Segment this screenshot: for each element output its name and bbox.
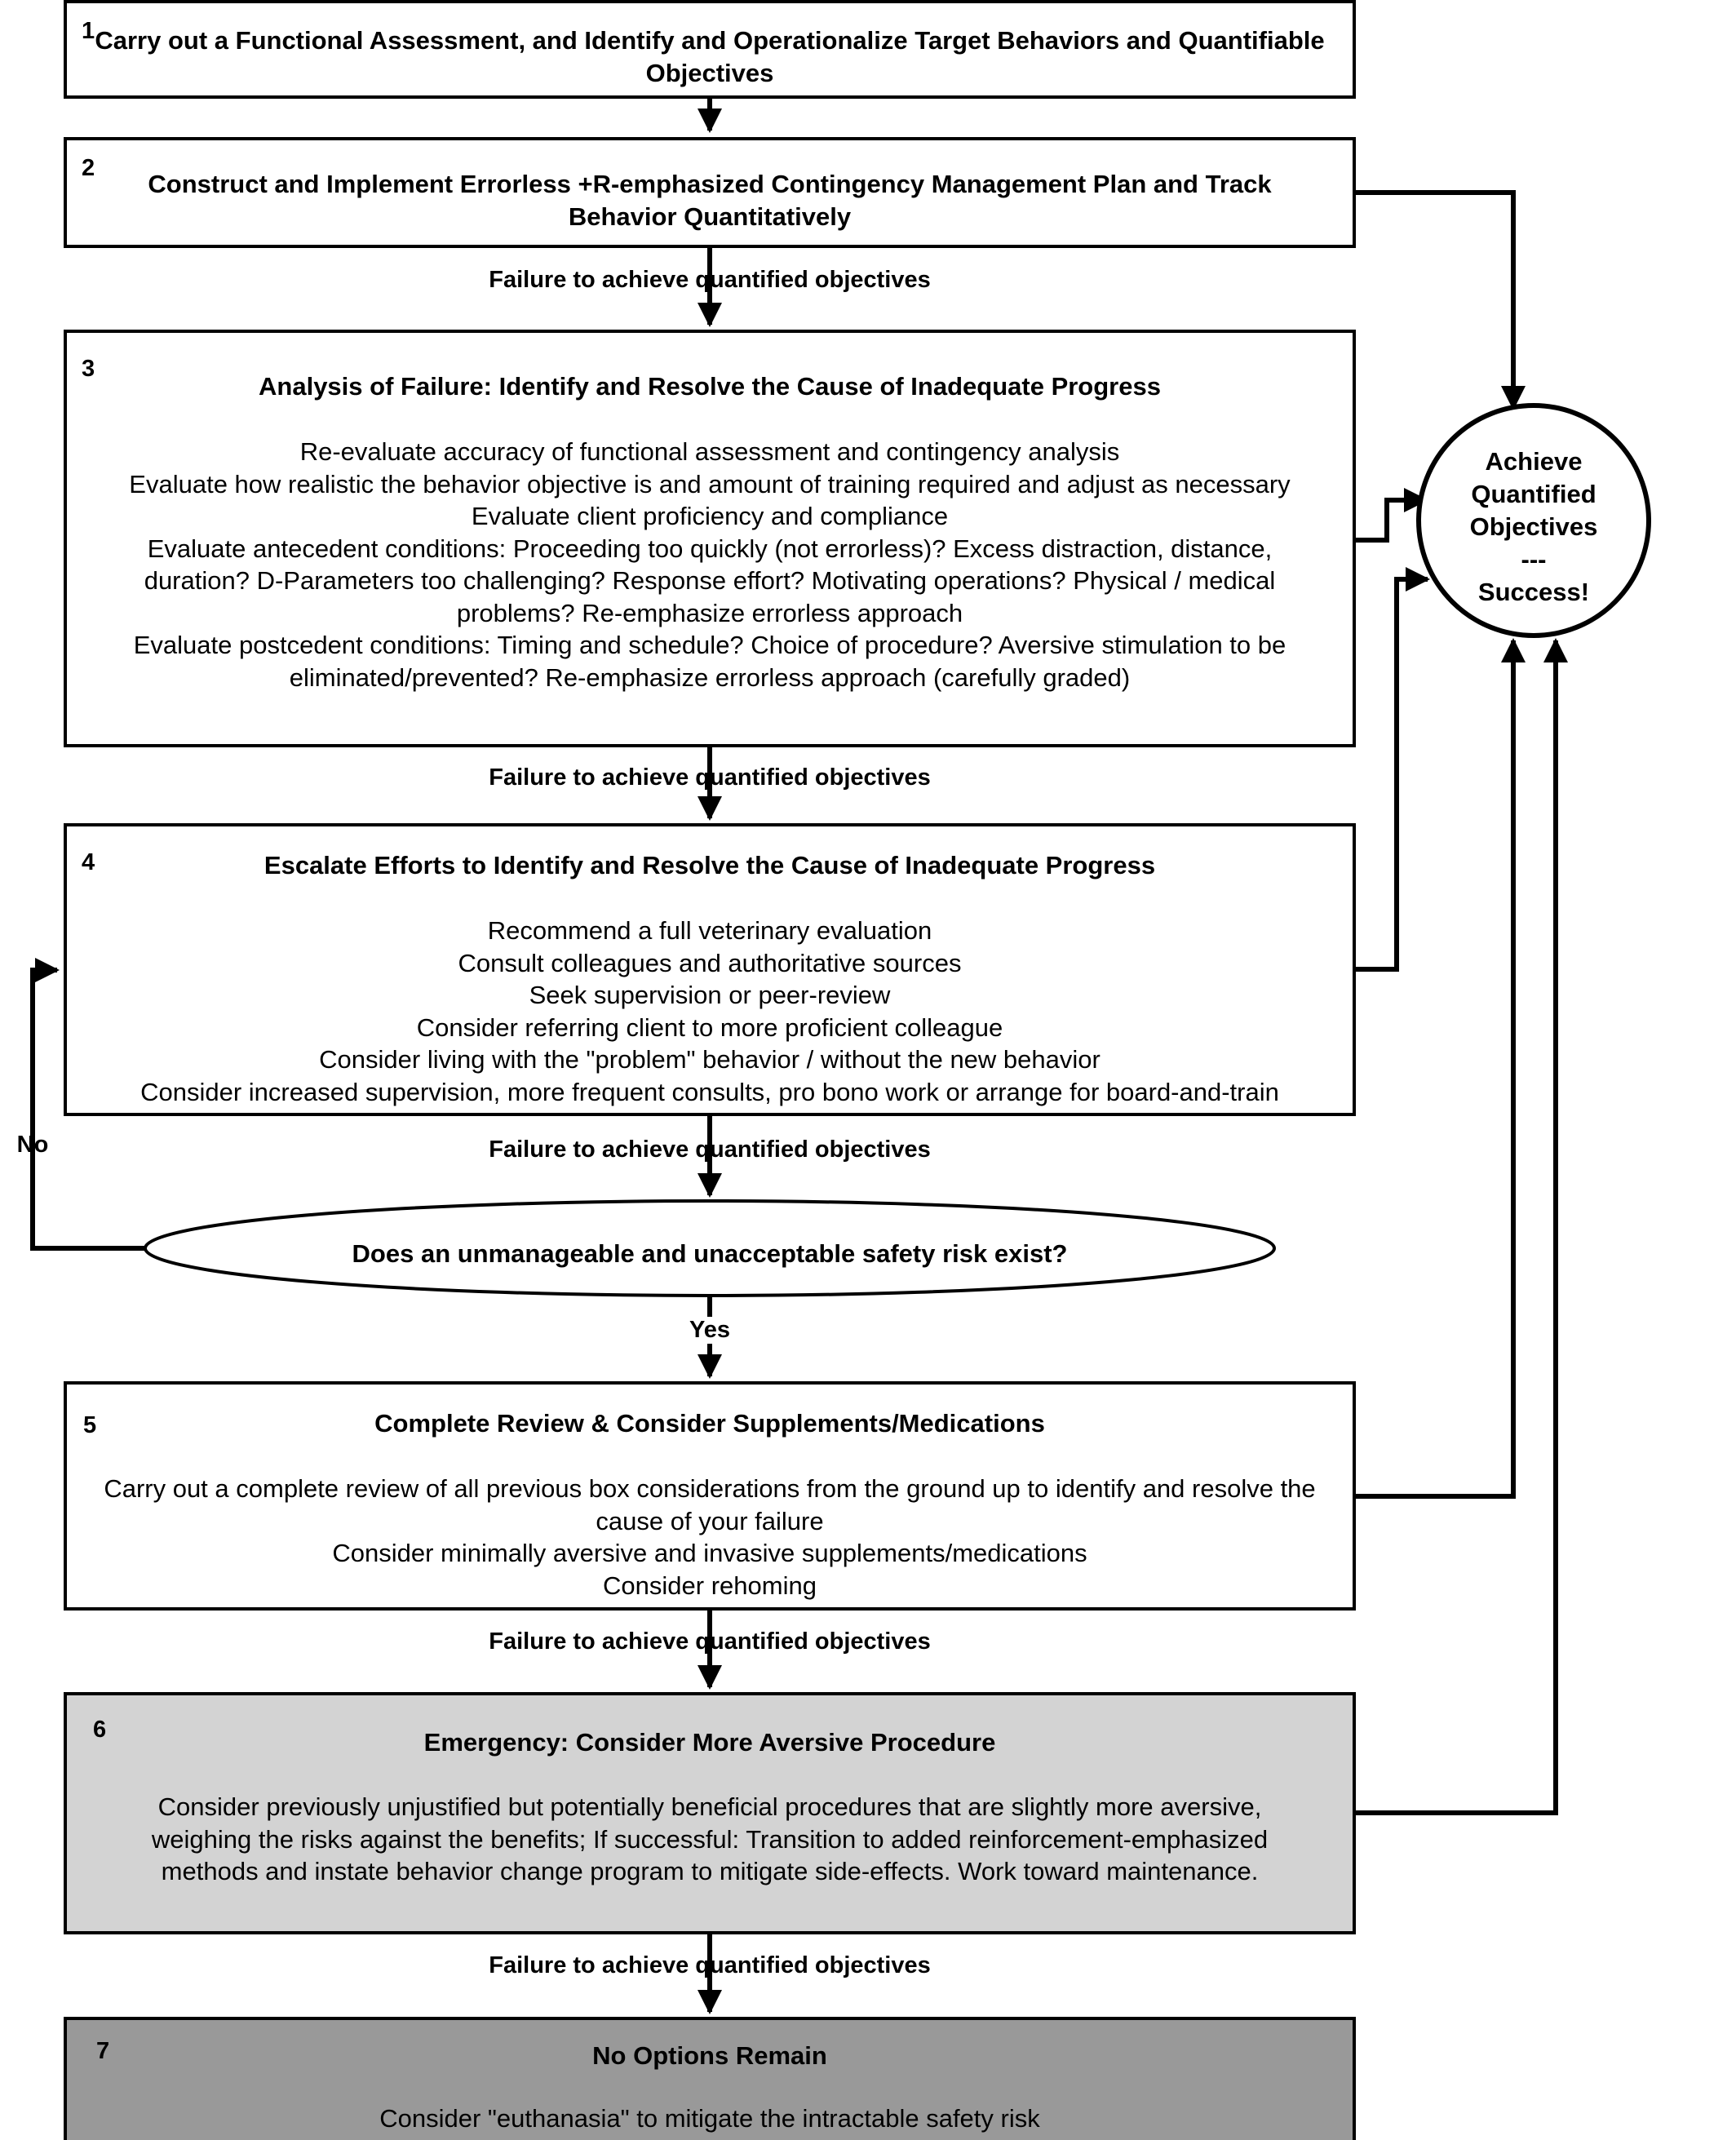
step-number: 1 bbox=[82, 18, 95, 44]
step-title: Analysis of Failure: Identify and Resolve the Cause of Inadequate Progress bbox=[259, 372, 1161, 401]
detail-line: Consider previously unjustified but potentially beneficial procedures that are slightly more aversive, weighing the risks against the benefits; If successful: Transition to added reinforcement-emphasized methods and instate behavior change program to mitigate side-effects. Work toward maintenance. bbox=[151, 1792, 1269, 1885]
step-details bbox=[91, 1473, 1328, 1602]
step-box-1 bbox=[64, 0, 1356, 99]
failure-label-3: Failure to achieve quantified objectives bbox=[489, 764, 931, 791]
detail-line: Recommend a full veterinary evaluation bbox=[487, 916, 932, 945]
failure-label-4: Failure to achieve quantified objectives bbox=[489, 1136, 931, 1163]
step-title: Escalate Efforts to Identify and Resolve the Cause of Inadequate Progress bbox=[264, 851, 1156, 879]
decision-yes-label: Yes bbox=[677, 1317, 742, 1344]
detail-line: Consider rehoming bbox=[603, 1571, 817, 1600]
failure-label-6: Failure to achieve quantified objectives bbox=[489, 1952, 931, 1978]
arrow-3-to-success bbox=[1356, 500, 1426, 540]
success-line: Success! bbox=[1477, 578, 1590, 606]
step-number: 7 bbox=[96, 2038, 110, 2064]
arrow-5-to-success bbox=[1356, 640, 1513, 1496]
step-details bbox=[124, 1791, 1295, 1888]
step-number: 5 bbox=[83, 1412, 97, 1438]
failure-label-2: Failure to achieve quantified objectives bbox=[489, 267, 931, 293]
step-details bbox=[91, 915, 1328, 1108]
step-title: Complete Review & Consider Supplements/Medications bbox=[374, 1409, 1045, 1438]
arrow-2-to-success bbox=[1356, 193, 1513, 408]
success-line: Objectives bbox=[1469, 512, 1598, 541]
arrow-6-to-success bbox=[1356, 640, 1556, 1813]
step-title: Carry out a Functional Assessment, and Identify and Operationalize Target Behaviors and Quantifiable Objectives bbox=[95, 26, 1325, 87]
decision-no-label: No bbox=[16, 1132, 49, 1158]
detail-line: Consider minimally aversive and invasive supplements/medications bbox=[332, 1539, 1087, 1567]
detail-line: Consider increased supervision, more frequent consults, pro bono work or arrange for board-and-train bbox=[140, 1077, 1279, 1106]
step-box-3 bbox=[64, 330, 1356, 747]
step-box-2 bbox=[64, 137, 1356, 248]
step-box-6 bbox=[64, 1692, 1356, 1934]
detail-line: Re-evaluate accuracy of functional assessment and contingency analysis bbox=[299, 437, 1120, 466]
detail-line: Evaluate antecedent conditions: Proceeding too quickly (not errorless)? Excess distraction, distance, duration? D-Parameters too challenging? Response effort? Motivating operations? Physical / medical problems? Re-emphasize errorless approach bbox=[144, 534, 1276, 627]
step-box-7 bbox=[64, 2017, 1356, 2140]
step-details bbox=[91, 2102, 1328, 2135]
detail-line: Carry out a complete review of all previous box considerations from the ground up to identify and resolve the cause of your failure bbox=[104, 1474, 1316, 1535]
step-title: No Options Remain bbox=[592, 2041, 827, 2070]
step-details bbox=[96, 436, 1323, 693]
detail-line: Consider living with the "problem" behavior / without the new behavior bbox=[319, 1045, 1100, 1074]
success-line: Quantified bbox=[1471, 480, 1596, 508]
step-box-5 bbox=[64, 1381, 1356, 1611]
detail-line: Seek supervision or peer-review bbox=[529, 981, 891, 1009]
step-number: 2 bbox=[82, 155, 95, 181]
success-text bbox=[1427, 445, 1641, 609]
detail-line: Consider referring client to more proficient colleague bbox=[416, 1012, 1003, 1042]
decision-question: Does an unmanageable and unacceptable safety risk exist? bbox=[352, 1239, 1068, 1268]
failure-label-5: Failure to achieve quantified objectives bbox=[489, 1628, 931, 1655]
step-number: 6 bbox=[93, 1717, 107, 1743]
arrow-4-to-success bbox=[1356, 579, 1428, 969]
success-line: Achieve bbox=[1485, 447, 1583, 476]
detail-line: Evaluate postcedent conditions: Timing and schedule? Choice of procedure? Aversive stimulation to be eliminated/prevented? Re-emphasize errorless approach (carefully graded) bbox=[133, 631, 1286, 692]
step-title: Emergency: Consider More Aversive Procedure bbox=[423, 1728, 996, 1757]
success-line: --- bbox=[1521, 545, 1547, 574]
detail-line: Evaluate how realistic the behavior objective is and amount of training required and adjust as necessary bbox=[129, 469, 1291, 498]
step-title: Construct and Implement Errorless +R-emphasized Contingency Management Plan and Track Behavior Quantitatively bbox=[148, 170, 1272, 231]
detail-line: Consult colleagues and authoritative sources bbox=[458, 948, 962, 977]
detail-line: Consider "euthanasia" to mitigate the intractable safety risk bbox=[379, 2104, 1040, 2133]
step-number: 4 bbox=[82, 849, 95, 875]
step-number: 3 bbox=[82, 356, 95, 382]
step-box-4 bbox=[64, 823, 1356, 1116]
detail-line: Evaluate client proficiency and compliance bbox=[471, 502, 949, 530]
